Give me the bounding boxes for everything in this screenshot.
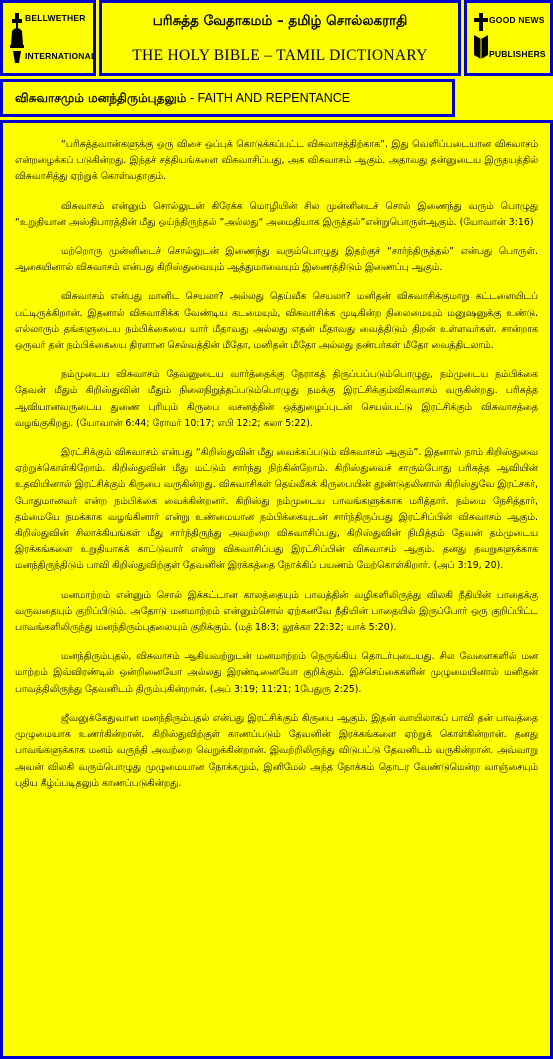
logo-line1: BELLWETHER [25,13,86,23]
paragraph: “பரிசுத்தவான்களுக்கு ஒரு விசை ஒப்புக் கொடுக்கப்பட்ட விசுவாசத்திற்காக”. இது வெளிப்படையான விசுவாசம் என்றழைக்கப் படுகின்றது. இந்தச் சத்தியங்களை விசுவாசிப்பது, அக விசுவாசம் ஆகும். அதாவது தன்னுடைய இருதயத்தில் விசுவாசித்து ஏற்றுக் கொள்வதாகும். [15,139,538,183]
section-title-english: - FAITH AND REPENTANCE [186,91,351,105]
logo-line2: INTERNATIONAL [25,51,97,61]
section-header [0,79,455,117]
paragraph: விசுவாசம் என்னும் சொல்லுடன் கிரேக்க மொழியின் சில முன்னிடைச் சொல் இணைந்து வரும் பொழுது “உறுதியான அஸ்திபாரத்தின் மீது ஒய்ந்திருந்தல் ”அல்லது“ அமைதியாக இருத்தல்”என்றுபொருள்ஆகும். (யோவான் 3:16) [15,200,538,228]
paragraph: மற்றொரு முன்னிடைச் சொல்லுடன் இணைந்து வரும்பொழுது இதற்குச் “சார்ந்திருத்தல்” என்பது பொருள். ஆகையினால் விசுவாசம் என்பது கிறிஸ்துவையும் ஆத்துமாவையும் இணைத்திடும் இணைப்பு ஆகும். [15,246,538,274]
section-title-tamil: விசுவாசமும் மனந்திரும்புதலும் [15,91,187,105]
paragraph: விசுவாசம் என்பது மானிட செயலா? அல்லது தெய்வீக செயலா? மனிதன் விசுவாசிக்குமாறு கட்டளையிடப் பட்டிருக்கிறான். இதனால் விசுவாசிக்க வேண்டிய கடமையும், விசுவாசிக்க முடிகின்ற நிலைமையும் மனுஷனுக்கு உண்டு. எல்லாரும் தங்களுடைய நம்பிக்கையை யார் மீதாவது அல்லது எதன் மீதாவது வைத்திடும் திறன் உள்ளவர்கள். சான்றாக ஒருவர் தன் நம்பிக்கையை திரளான செல்வத்தின் மீதோ, மனிதன் மீதோ அல்லது நண்பர்கள் மீதோ வைத்திடலாம். [15,291,538,352]
paragraph: மனமாற்றம் என்னும் சொல் இக்கட்டான காலத்தையும் பாவத்தின் வழிகளிலிருந்து விலகி நீதியின் பாதைக்கு வருவதையும் குறிப்பிடும். அதோடு மனமாற்றம் என்னும்சொல் ஏற்கனவே நீதியின் பாதையில் இருப்போர் ஒரு குறிப்பிட்ட பாவங்களிலிருந்து மனந்திரும்புதலையும் குறிக்கும். (மத் 18:3; லூக்கா 22:32; யாக் 5:20). [15,589,538,634]
content-box [0,120,553,1059]
logo-line1: GOOD NEWS [489,15,545,25]
good-news-logo-box[interactable] [464,0,553,76]
paragraph: மனந்திரும்புதல், விசுவாசம் ஆகியவற்றுடன் மனமாற்றம் நெருங்கிய தொடர்புடையது. சில வேளைகளில் மன மாற்றம் இவ்விரண்டில் ஒன்றினையோ அல்லது இரண்டினையோ குறிக்கும். இச்செய்கைகளின் முழுமையினால் மனிதன் பாவத்திலிருந்து தேவனிடம் திரும்புகின்றான். (அப் 3:19; 11:21; 1பேதுரு 2:25). [15,651,538,695]
title-tamil: பரிசுத்த வேதாகமம் – தமிழ் சொல்லகராதி [152,13,408,29]
paragraph: நம்முடைய விசுவாசம் தேவனுடைய வார்த்தைக்கு நேராகத் திருப்பப்படும்பொழுது, நம்முடைய நம்பிக்கை தேவன் மீதும் கிறிஸ்துவின் மீதும் நிலைநிறுத்தப்படும்பொழுது நமக்கு இரட்சிக்கும்விசுவாசம் வருகின்றது. பரிசுத்த ஆவியானவருடைய துணை புரியும் கிருபை வசனத்தின் ஒத்துழைப்புடன் செயல்பட்டு இரட்சிக்கும் விசுவாசத்தை வழங்குகிறது. (யோவான் 6:44; ரோமர் 10:17; எபி 12:2; கலா 5:22). [15,369,538,429]
section-title [15,91,350,107]
logo-line2: PUBLISHERS [489,49,546,59]
book-cross-logo-icon [473,11,489,67]
paragraph: இரட்சிக்கும் விசுவாசம் என்பது “கிறிஸ்துவின் மீது வைக்கப்படும் விசுவாசம் ஆகும்”. இதனால் நாம் கிறிஸ்துவை ஏற்றுக்கொள்கிறோம். கிறிஸ்துவின் மீது மட்டும் சார்ந்து நிற்கின்றோம். கிறிஸ்துவைச் சாரும்போது பரிசுத்த ஆவியின் உதவியினால் இரட்சிக்கும் கிருபை வருகின்றது. விசுவாசிகள் தெய்வீகக் கிருபையின் தூண்டுதலினால் கிறிஸ்துவே இரட்சகர், போதுமானவர் என்ற நம்பிக்கை வைக்கின்றனர். கிறிஸ்து நம்முடைய பாவங்களுக்காக மரித்தார். நம்மை நேசித்தார், தம்மையே நமக்காக வழங்கினார் என்று உண்மையான நம்பிக்கையுடன் சார்ந்திருப்பது இரட்சிப்பின் விசுவாசம் ஆகும். கிறிஸ்துவின் சிலாக்கியங்கள் மீது சார்ந்திருந்து அவற்றை விசுவாசிப்பது, கிறிஸ்துவின் நிமித்தம் தேவன் தம்முடைய இரக்கங்களை உறுதியாகக் காட்டுவார் என்று விசுவாசிப்பது இரட்சிப்பின் விசுவாசம் ஆகும். தனது தவறுகளுக்காக மனந்திருந்திடும் பாவி கிறிஸ்துவிற்குள் தேவனின் இரக்கத்தை நோக்கிப் பயணம் மேற்கொள்கிறார். (அப் 3:19, 20). [15,447,538,572]
bellwether-logo-box[interactable] [0,0,96,76]
bellwether-logo-icon [9,11,25,67]
article-body [15,137,538,1052]
title-box [99,0,461,76]
paragraph: ஜீவனுக்கேதுவான மனந்திரும்புதல் என்பது இரட்சிக்கும் கிருபை ஆகும். இதன் வாயிலாகப் பாவி தன் பாவத்தை முழுமையாக உணர்கின்றான். கிறிஸ்துவிற்குள் காணப்படும் தேவனின் இரக்கங்களை ஏற்றுக் கொள்கின்றான். தனது பாவங்களுக்காக மனம் வருந்தி அவற்றை வெறுக்கின்றான். இவற்றிலிருந்து விடுபட்டு தேவனிடம் வருகின்றான். அவ்வாறு அவன் விலகி வரும்பொழுது முழுமையான நோக்கமும், இனிமேல் அந்த நோக்கம் தொடர வேண்டுமென்ற வாஞ்சையும் புதிய கீழ்ப்படிதலும் காணப்படுகின்றது. [15,712,538,789]
title-english: THE HOLY BIBLE – TAMIL DICTIONARY [132,47,428,64]
